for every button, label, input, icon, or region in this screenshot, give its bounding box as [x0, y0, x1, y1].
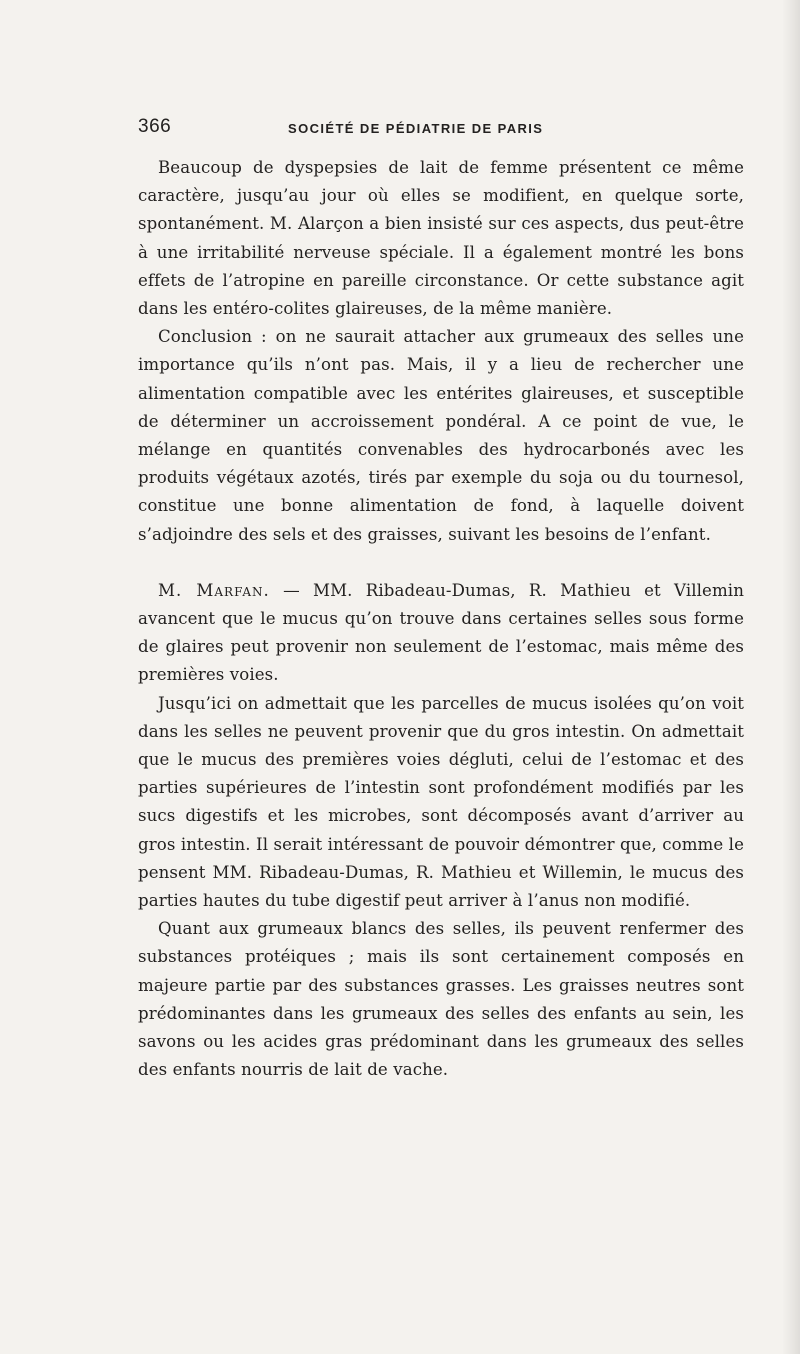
paragraph-marfan-intervention	[138, 577, 744, 690]
speaker-name: M. Marfan.	[158, 580, 270, 600]
page-number: 366	[138, 116, 172, 137]
page-header	[138, 116, 746, 146]
paragraph-mucus: Jusqu’ici on admettait que les parcelles de mucus isolées qu’on voit dans les selles ne peuvent provenir que du gros intestin. On admettait que le mucus des premières voies dégluti, celui de l’estomac et des parties supérieures de l’intestin sont profondément modifiés par les sucs digestifs et les microbes, sont décomposés avant d’arriver au gros intestin. Il serait intéressant de pouvoir démontrer que, comme le pensent MM. Ribadeau-Dumas, R. Mathieu et Willemin, le mucus des parties hautes du tube digestif peut arriver à l’anus non modifié.	[138, 693, 745, 911]
running-title: SOCIÉTÉ DE PÉDIATRIE DE PARIS	[288, 121, 544, 136]
intervention-opening: — MM. Ribadeau-Dumas, R. Mathieu et Villemin avancent que le mucus qu’on trouve dans certaines selles sous forme de glaires peut provenir non seulement de l’estomac, mais même des premières voies.	[138, 580, 744, 685]
paragraph-grumeaux: Quant aux grumeaux blancs des selles, ils peuvent renfermer des substances protéiques ; mais ils sont certainement composés en majeure partie par des substances grasses. Les graisses neutres sont prédominantes dans les grumeaux des selles des enfants au sein, les savons ou les acides gras prédominant dans les grumeaux des selles des enfants nourris de lait de vache.	[138, 919, 744, 1080]
body-text	[138, 154, 744, 1085]
page-edge-shadow	[782, 0, 800, 1354]
paragraph-conclusion: Conclusion : on ne saurait attacher aux grumeaux des selles une importance qu’ils n’ont pas. Mais, il y a lieu de rechercher une alimentation compatible avec les entérites glaireuses, et susceptible de déterminer un accroissement pondéral. A ce point de vue, le mélange en quantités convenables des hydrocarbonés avec les produits végétaux azotés, tirés par exemple du soja ou du tournesol, constitue une bonne alimentation de fond, à laquelle doivent s’adjoindre des sels et des graisses, suivant les besoins de l’enfant.	[138, 327, 744, 544]
paragraph-dyspepsies: Beaucoup de dyspepsies de lait de femme présentent ce même caractère, jusqu’au jour où elles se modifient, en quelque sorte, spontanément. M. Alarçon a bien insisté sur ces aspects, dus peut-être à une irritabilité nerveuse spéciale. Il a également montré les bons effets de l’atropine en pareille circonstance. Or cette substance agit dans les entéro-colites glaireuses, de la même manière.	[138, 158, 744, 319]
